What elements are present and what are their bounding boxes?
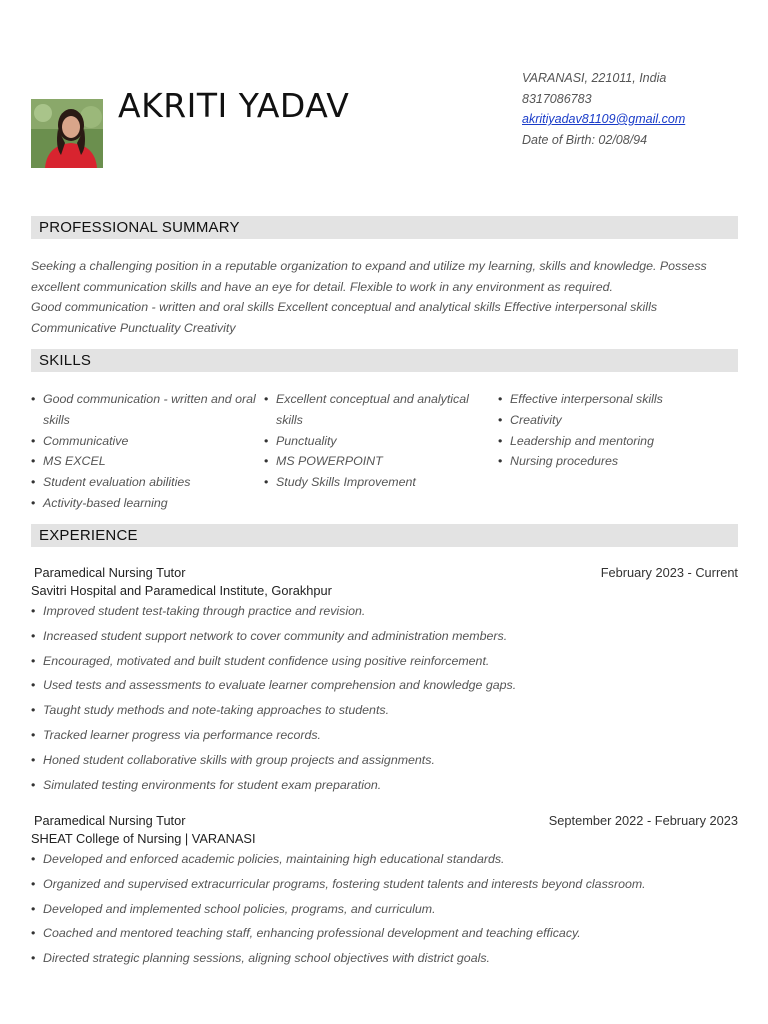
section-skills: SKILLS — [31, 349, 738, 372]
summary-paragraph-2: Good communication - written and oral skills Excellent conceptual and analytical skills Effective interpersonal skills Communicative Punctuality Creativity — [31, 300, 658, 335]
skills-column-2 — [264, 389, 498, 514]
job-bullet: • Developed and enforced academic policies, maintaining high educational standards. — [31, 849, 738, 874]
skill-item: • Nursing procedures — [498, 451, 738, 472]
address: VARANASI, 221011, India — [522, 71, 667, 85]
phone: 8317086783 — [522, 91, 592, 106]
skills-column-3 — [498, 389, 738, 514]
job-organization: SHEAT College of Nursing | VARANASI — [31, 831, 256, 846]
skill-item: • Activity-based learning — [31, 493, 264, 514]
job-bullet: • Taught study methods and note-taking approaches to students. — [31, 700, 738, 725]
job-title: Paramedical Nursing Tutor — [34, 813, 186, 828]
job-organization: Savitri Hospital and Paramedical Institute, Gorakhpur — [31, 583, 332, 598]
job-bullet: • Tracked learner progress via performance records. — [31, 725, 738, 750]
job-dates: February 2023 - Current — [600, 565, 738, 580]
section-professional-summary: PROFESSIONAL SUMMARY — [31, 216, 738, 239]
job-bullet: • Organized and supervised extracurricular programs, fostering student talents and interests beyond classroom. — [31, 874, 738, 899]
job-bullet: • Developed and implemented school policies, programs, and curriculum. — [31, 899, 738, 924]
skill-item: • Study Skills Improvement — [264, 472, 498, 493]
job-bullet: • Improved student test-taking through practice and revision. — [31, 601, 738, 626]
experience-entry-1 — [31, 565, 738, 799]
skill-item: • Good communication - written and oral skills — [31, 389, 264, 431]
skill-item: • MS POWERPOINT — [264, 451, 498, 472]
job-bullet: • Directed strategic planning sessions, aligning school objectives with district goals. — [31, 948, 738, 973]
skill-item: • Leadership and mentoring — [498, 431, 738, 452]
summary-paragraph-1: Seeking a challenging position in a reputable organization to expand and utilize my learning, skills and knowledge. Possess excellent communication skills and have an eye for detail. Flexible to work in any environment as required. — [31, 259, 707, 294]
job-bullet: • Used tests and assessments to evaluate learner comprehension and knowledge gaps. — [31, 675, 738, 700]
date-of-birth: Date of Birth: 02/08/94 — [522, 132, 648, 147]
job-bullet: • Coached and mentored teaching staff, enhancing professional development and teaching efficacy. — [31, 923, 738, 948]
job-bullets — [31, 601, 738, 799]
job-bullet: • Increased student support network to cover community and administration members. — [31, 626, 738, 651]
profile-photo — [31, 99, 103, 168]
section-experience: EXPERIENCE — [31, 524, 738, 547]
job-dates: September 2022 - February 2023 — [548, 813, 738, 828]
job-bullet: • Encouraged, motivated and built student confidence using positive reinforcement. — [31, 651, 738, 676]
skills-grid — [31, 389, 738, 514]
skill-item: • MS EXCEL — [31, 451, 264, 472]
job-bullet: • Honed student collaborative skills with group projects and assignments. — [31, 750, 738, 775]
job-bullets — [31, 849, 738, 973]
summary-text — [31, 256, 741, 338]
experience-entry-2 — [31, 813, 738, 973]
candidate-name: AKRITI YADAV — [118, 86, 350, 125]
skill-item: • Communicative — [31, 431, 264, 452]
skill-item: • Excellent conceptual and analytical skills — [264, 389, 498, 431]
job-bullet: • Simulated testing environments for student exam preparation. — [31, 775, 738, 800]
skill-item: • Creativity — [498, 410, 738, 431]
skills-column-1 — [31, 389, 264, 514]
contact-block — [522, 68, 685, 150]
skill-item: • Effective interpersonal skills — [498, 389, 738, 410]
job-title: Paramedical Nursing Tutor — [34, 565, 186, 580]
email-link[interactable]: akritiyadav81109@gmail.com — [522, 112, 686, 126]
skill-item: • Punctuality — [264, 431, 498, 452]
skill-item: • Student evaluation abilities — [31, 472, 264, 493]
